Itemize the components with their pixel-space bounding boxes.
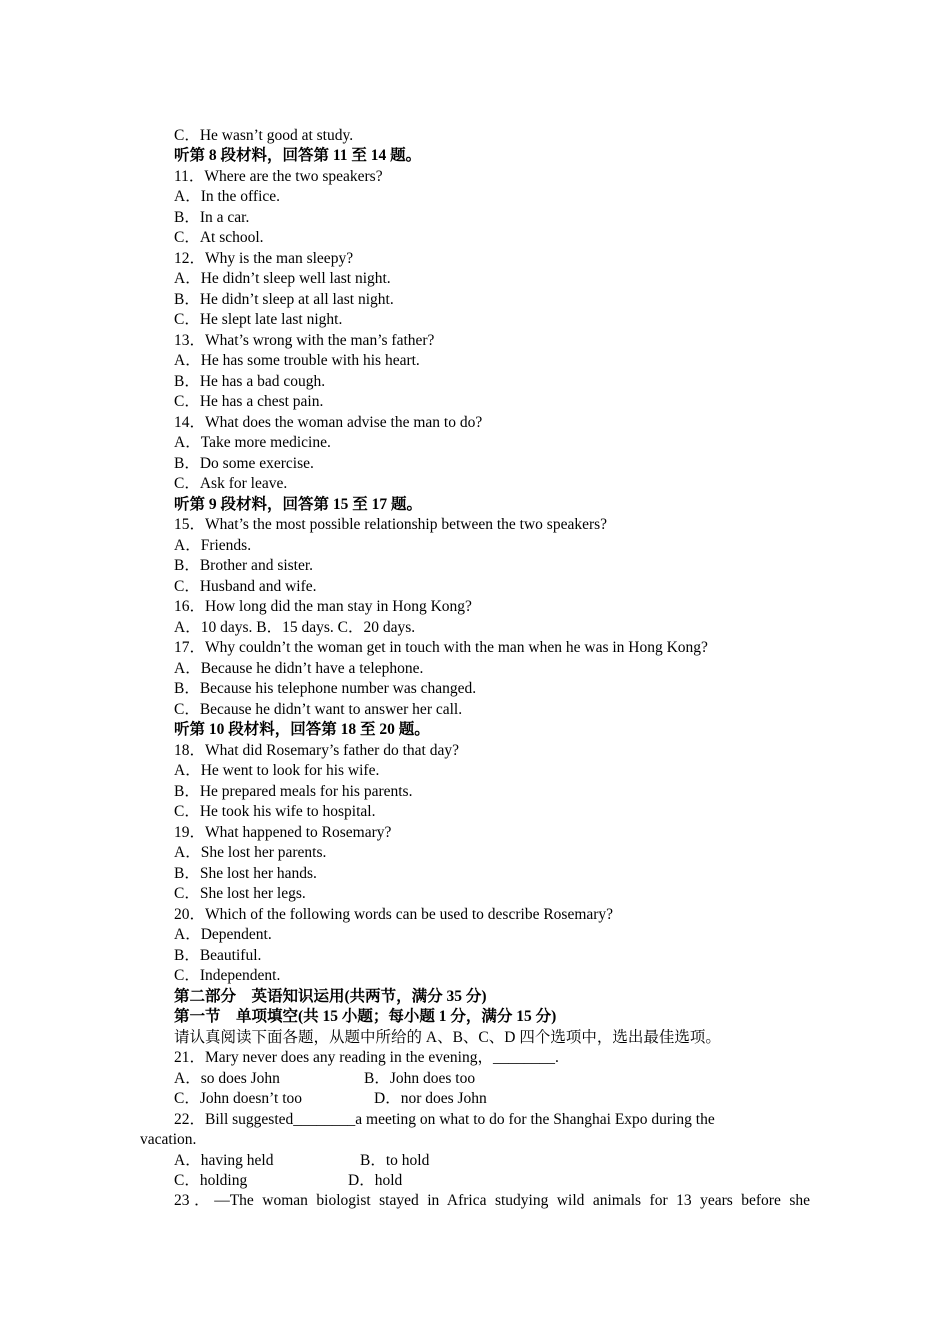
question-21: 21．Mary never does any reading in the evening，________.: [174, 1049, 559, 1066]
question-16: 16．How long did the man stay in Hong Kong?: [174, 598, 472, 615]
option-19c: C．She lost her legs.: [174, 885, 306, 902]
question-15: 15．What’s the most possible relationship between the two speakers?: [174, 516, 608, 533]
part-two-heading: 第二部分 英语知识运用(共两节，满分 35 分): [174, 988, 487, 1005]
option-20a: A．Dependent.: [174, 926, 272, 943]
option-14c: C．Ask for leave.: [174, 475, 288, 492]
option-13a: A．He has some trouble with his heart.: [174, 352, 420, 369]
section-heading-10: 听第 10 段材料，回答第 18 至 20 题。: [174, 721, 430, 738]
option-21a: A．so does John: [174, 1070, 280, 1087]
question-12: 12．Why is the man sleepy?: [174, 250, 354, 267]
options-16: A．10 days. B．15 days. C．20 days.: [174, 619, 416, 636]
question-20: 20．Which of the following words can be used to describe Rosemary?: [174, 906, 614, 923]
option-18c: C．He took his wife to hospital.: [174, 803, 376, 820]
option-17b: B．Because his telephone number was changed.: [174, 680, 477, 697]
option-11c: C．At school.: [174, 229, 264, 246]
line-10c: C．He wasn’t good at study.: [174, 127, 354, 144]
options-22-row1: [174, 1151, 430, 1171]
option-19a: A．She lost her parents.: [174, 844, 327, 861]
options-21-row1: [174, 1069, 476, 1089]
option-18a: A．He went to look for his wife.: [174, 762, 380, 779]
option-17c: C．Because he didn’t want to answer her call.: [174, 701, 463, 718]
question-13: 13．What’s wrong with the man’s father?: [174, 332, 435, 349]
question-17: 17．Why couldn’t the woman get in touch with the man when he was in Hong Kong?: [174, 639, 708, 656]
option-15c: C．Husband and wife.: [174, 578, 317, 595]
question-19: 19．What happened to Rosemary?: [174, 824, 392, 841]
option-14b: B．Do some exercise.: [174, 455, 314, 472]
option-13b: B．He has a bad cough.: [174, 373, 326, 390]
option-21c: C．John doesn’t too: [174, 1090, 303, 1107]
option-15a: A．Friends.: [174, 537, 252, 554]
question-18: 18．What did Rosemary’s father do that day?: [174, 742, 459, 759]
option-13c: C．He has a chest pain.: [174, 393, 324, 410]
option-12c: C．He slept late last night.: [174, 311, 343, 328]
option-21b: B．John does too: [364, 1070, 476, 1087]
question-11: 11．Where are the two speakers?: [174, 168, 383, 185]
options-22-row2: [174, 1171, 403, 1191]
option-11a: A．In the office.: [174, 188, 281, 205]
option-12a: A．He didn’t sleep well last night.: [174, 270, 391, 287]
section-heading-9: 听第 9 段材料，回答第 15 至 17 题。: [174, 496, 423, 513]
option-22d: D．hold: [348, 1172, 403, 1189]
question-14: 14．What does the woman advise the man to do?: [174, 414, 483, 431]
option-11b: B．In a car.: [174, 209, 250, 226]
section-heading-8: 听第 8 段材料，回答第 11 至 14 题。: [174, 147, 422, 164]
option-14a: A．Take more medicine.: [174, 434, 331, 451]
option-21d: D．nor does John: [374, 1090, 487, 1107]
option-15b: B．Brother and sister.: [174, 557, 314, 574]
instructions: 请认真阅读下面各题，从题中所给的 A、B、C、D 四个选项中，选出最佳选项。: [174, 1029, 721, 1046]
option-22b: B．to hold: [360, 1152, 430, 1169]
options-21-row2: [174, 1089, 487, 1109]
question-23: 23．—The woman biologist stayed in Africa studying wild animals for 13 years before she: [174, 1192, 810, 1209]
section-one-heading: 第一节 单项填空(共 15 小题；每小题 1 分，满分 15 分): [174, 1008, 557, 1025]
option-17a: A．Because he didn’t have a telephone.: [174, 660, 424, 677]
option-19b: B．She lost her hands.: [174, 865, 317, 882]
option-20c: C．Independent.: [174, 967, 281, 984]
option-12b: B．He didn’t sleep at all last night.: [174, 291, 394, 308]
question-22-continued: vacation.: [140, 1131, 197, 1148]
option-22c: C．holding: [174, 1172, 248, 1189]
option-20b: B．Beautiful.: [174, 947, 262, 964]
question-22: 22．Bill suggested________a meeting on what to do for the Shanghai Expo during the: [174, 1111, 715, 1128]
option-18b: B．He prepared meals for his parents.: [174, 783, 413, 800]
option-22a: A．having held: [174, 1152, 274, 1169]
